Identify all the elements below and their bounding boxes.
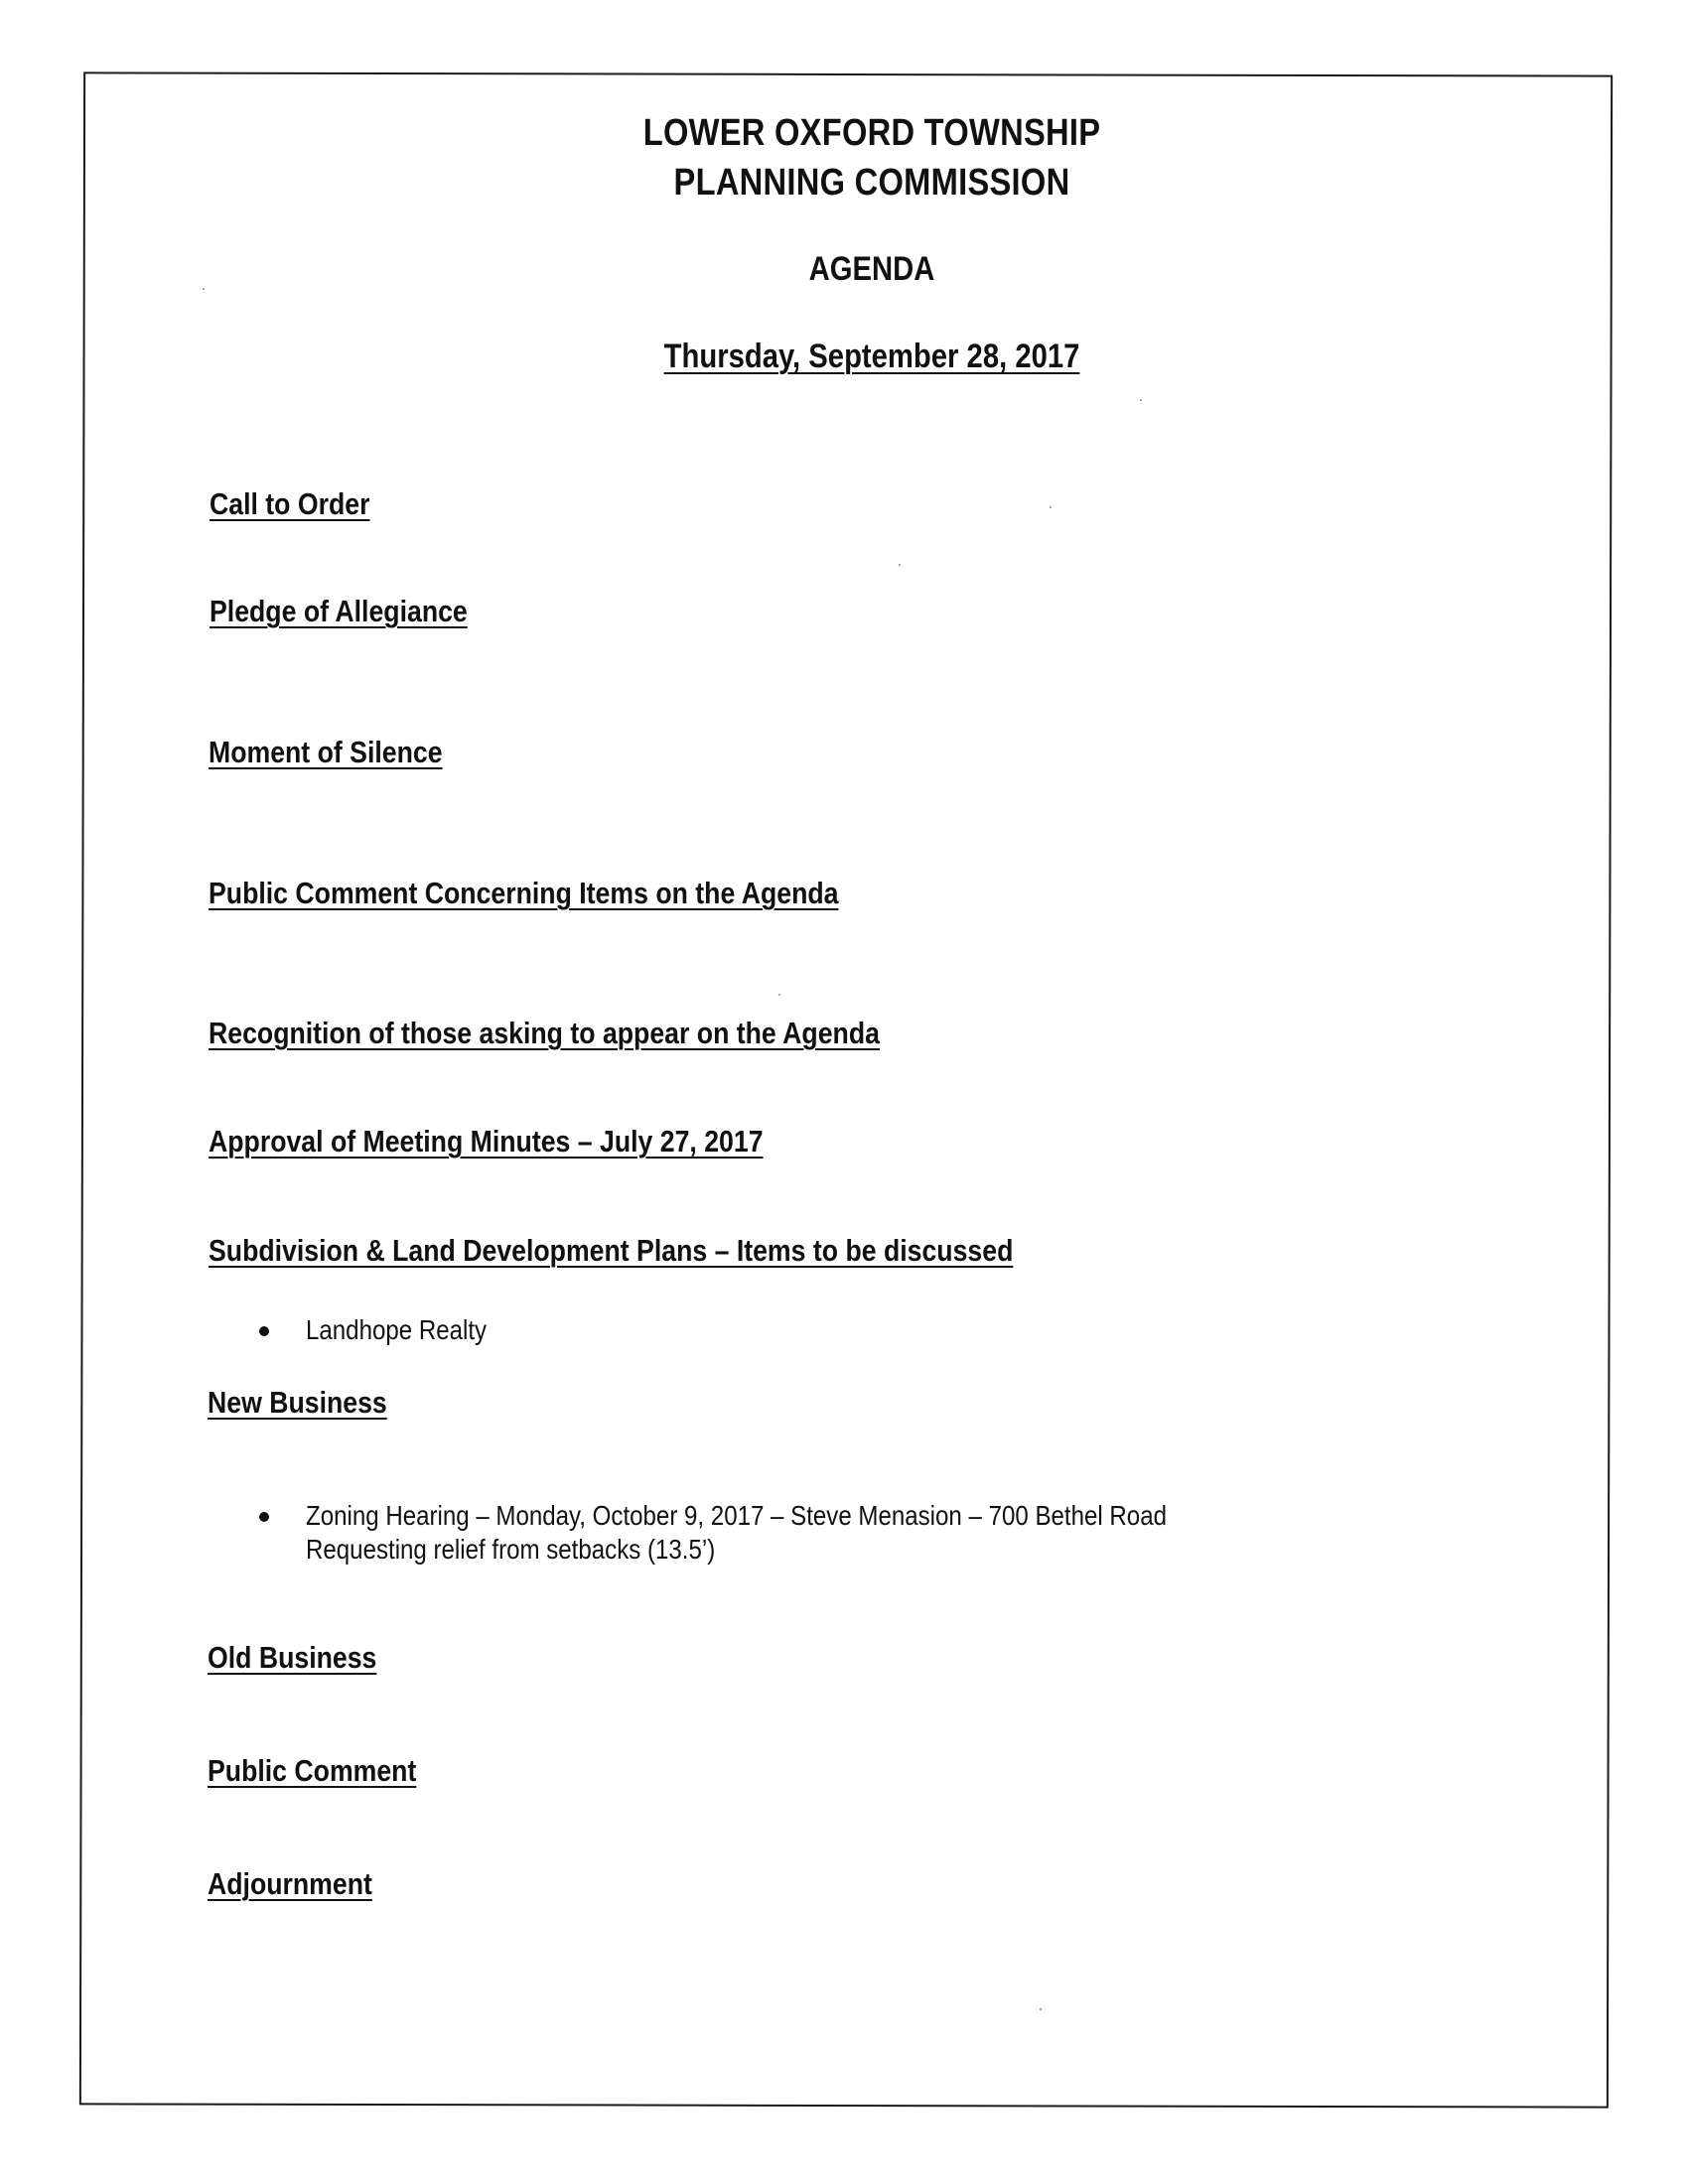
subdivision-item: Landhope Realty [306, 1314, 488, 1345]
section-moment-of-silence: Moment of Silence [209, 735, 443, 769]
bullet-icon [259, 1326, 269, 1336]
section-recognition: Recognition of those asking to appear on the Agenda [209, 1016, 880, 1050]
section-call-to-order: Call to Order [210, 486, 370, 521]
commission-title: PLANNING COMMISSION [673, 162, 1070, 204]
scan-speck [899, 564, 901, 566]
scan-speck [1140, 399, 1142, 401]
new-business-item-line1: Zoning Hearing – Monday, October 9, 2017 – Steve Menasion – 700 Bethel Road [306, 1500, 1167, 1531]
bullet-icon [259, 1512, 269, 1522]
scan-speck [203, 288, 205, 290]
section-new-business: New Business [208, 1385, 387, 1420]
section-public-comment-agenda: Public Comment Concerning Items on the Agenda [209, 876, 839, 910]
township-title: LOWER OXFORD TOWNSHIP [642, 112, 1101, 154]
page-border [79, 71, 1613, 2108]
section-public-comment: Public Comment [208, 1753, 417, 1788]
scan-speck [778, 994, 780, 996]
agenda-heading: AGENDA [808, 250, 935, 288]
section-subdivision-plans: Subdivision & Land Development Plans – Items to be discussed [209, 1233, 1014, 1268]
meeting-date: Thursday, September 28, 2017 [663, 338, 1080, 375]
section-approval-of-minutes: Approval of Meeting Minutes – July 27, 2017 [209, 1124, 764, 1159]
scan-speck [1040, 2008, 1042, 2010]
section-old-business: Old Business [208, 1640, 377, 1675]
scan-speck [1050, 506, 1052, 508]
new-business-item-line2: Requesting relief from setbacks (13.5’) [306, 1534, 716, 1565]
section-adjournment: Adjournment [208, 1866, 372, 1901]
section-pledge-of-allegiance: Pledge of Allegiance [210, 594, 468, 628]
